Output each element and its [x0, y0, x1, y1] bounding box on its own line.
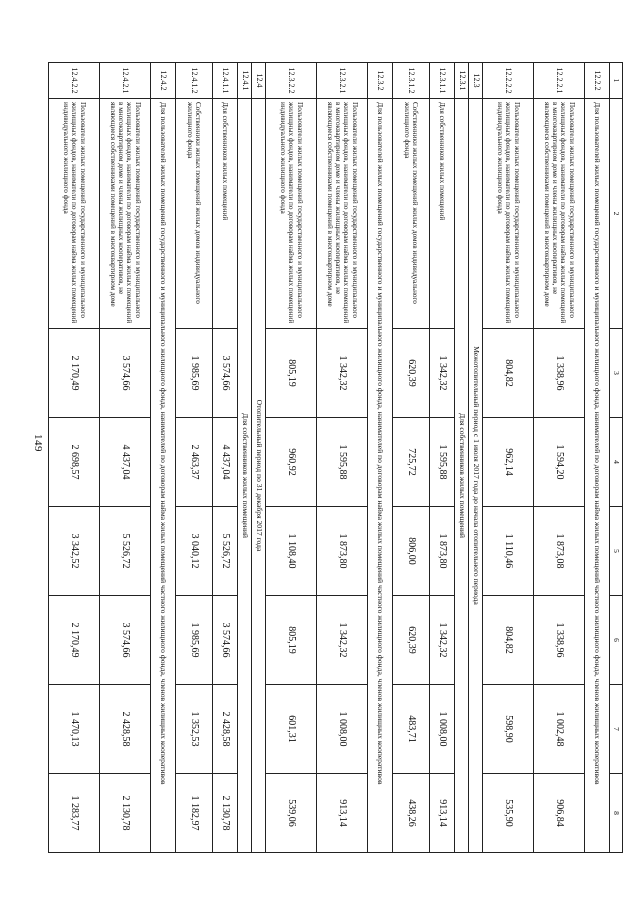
header-cell: 5 — [610, 507, 623, 596]
value-cell: 1 338,96 — [534, 596, 585, 685]
page-number: 149 — [32, 434, 44, 452]
value-cell: 4 437,04 — [100, 418, 151, 507]
value-cell: 2 428,58 — [213, 685, 238, 774]
table-row — [176, 63, 213, 853]
table-row — [49, 63, 100, 853]
row-code: 12.4.2.1 — [100, 63, 151, 99]
value-cell: 906,84 — [534, 774, 585, 853]
value-cell: 1 594,20 — [534, 418, 585, 507]
row-description: Пользователи жилых помещений государственного и муниципального жилищных фондов, наниматели по договорам найма жилых помещений индивидуального жилищного фонда — [49, 99, 100, 329]
value-cell: 913,14 — [317, 774, 368, 853]
table-row — [585, 63, 610, 853]
value-cell: 1 352,53 — [176, 685, 213, 774]
value-cell: 1 110,46 — [483, 507, 534, 596]
subsection-title: Для собственников жилых помещений — [455, 99, 469, 853]
row-code: 12.3.2.1 — [317, 63, 368, 99]
header-cell: 6 — [610, 596, 623, 685]
row-code: 12.3.1.2 — [393, 63, 430, 99]
value-cell: 3 574,66 — [100, 596, 151, 685]
value-cell: 2 463,37 — [176, 418, 213, 507]
table-row — [151, 63, 176, 853]
value-cell: 620,39 — [393, 329, 430, 418]
value-cell: 1 008,00 — [430, 685, 455, 774]
header-cell: 1 — [610, 63, 623, 99]
value-cell: 805,19 — [266, 329, 317, 418]
value-cell: 483,71 — [393, 685, 430, 774]
row-code: 12.3.2.2 — [266, 63, 317, 99]
value-cell: 3 574,66 — [213, 329, 238, 418]
value-cell: 1 283,77 — [49, 774, 100, 853]
row-code: 12.4.1.2 — [176, 63, 213, 99]
value-cell: 1 008,00 — [317, 685, 368, 774]
value-cell: 1 985,69 — [176, 329, 213, 418]
value-cell: 2 130,78 — [100, 774, 151, 853]
value-cell: 2 170,49 — [49, 329, 100, 418]
row-code: 12.3.1 — [455, 63, 469, 99]
value-cell: 960,92 — [266, 418, 317, 507]
table-row — [266, 63, 317, 853]
value-cell: 620,39 — [393, 596, 430, 685]
value-cell: 1 002,48 — [534, 685, 585, 774]
row-code: 12.4.2 — [151, 63, 176, 99]
row-description: Пользователи жилых помещений государственного и муниципального жилищных фондов, наниматели по договорам найма жилых помещений в многоквартирном доме и члены жилищных кооперативов, не являющиеся собственниками помещений в многоквартирном доме — [100, 99, 151, 329]
value-cell: 5 526,72 — [100, 507, 151, 596]
row-code: 12.4.1 — [238, 63, 252, 99]
value-cell: 1 342,32 — [430, 596, 455, 685]
row-description: Пользователи жилых помещений государственного и муниципального жилищных фондов, наниматели по договорам найма жилых помещений индивидуального жилищного фонда — [483, 99, 534, 329]
value-cell: 2 428,58 — [100, 685, 151, 774]
section-title: Для пользователей жилых помещений государственного и муниципального жилищного фонда, нанимателей по договорам найма жилых помещений частного жилищного фонда, членов жилищных кооперативов — [368, 99, 393, 853]
value-cell: 3 040,12 — [176, 507, 213, 596]
table-row — [368, 63, 393, 853]
table-row — [469, 63, 483, 853]
header-cell: 2 — [610, 99, 623, 329]
value-cell: 5 526,72 — [213, 507, 238, 596]
table-row — [455, 63, 469, 853]
tariff-table-rotated — [61, 62, 623, 852]
value-cell: 913,14 — [430, 774, 455, 853]
table-row — [393, 63, 430, 853]
value-cell: 535,90 — [483, 774, 534, 853]
row-code: 12.3.2 — [368, 63, 393, 99]
value-cell: 1 595,88 — [430, 418, 455, 507]
table-row — [534, 63, 585, 853]
value-cell: 539,06 — [266, 774, 317, 853]
row-code: 12.2.2.1 — [534, 63, 585, 99]
value-cell: 601,31 — [266, 685, 317, 774]
value-cell: 1 338,96 — [534, 329, 585, 418]
row-code: 12.2.2 — [585, 63, 610, 99]
table-row — [238, 63, 252, 853]
table-row — [483, 63, 534, 853]
row-code: 12.2.2.2 — [483, 63, 534, 99]
row-code: 12.4 — [252, 63, 266, 99]
row-description: Собственники жилых помещений жилых домов индивидуального жилищного фонда — [393, 99, 430, 329]
value-cell: 4 437,04 — [213, 418, 238, 507]
value-cell: 1 342,32 — [430, 329, 455, 418]
value-cell: 805,19 — [266, 596, 317, 685]
subsection-title: Для собственников жилых помещений — [238, 99, 252, 853]
value-cell: 1 182,97 — [176, 774, 213, 853]
value-cell: 1 873,80 — [317, 507, 368, 596]
value-cell: 1 873,08 — [534, 507, 585, 596]
table-row — [430, 63, 455, 853]
value-cell: 1 985,69 — [176, 596, 213, 685]
row-description: Пользователи жилых помещений государственного и муниципального жилищных фондов, наниматели по договорам найма жилых помещений в многоквартирном доме и члены жилищных кооперативов, не являющиеся собственниками помещений в многоквартирном доме — [317, 99, 368, 329]
value-cell: 2 170,49 — [49, 596, 100, 685]
value-cell: 725,72 — [393, 418, 430, 507]
table-row — [100, 63, 151, 853]
header-cell: 3 — [610, 329, 623, 418]
row-description: Для собственников жилых помещений — [430, 99, 455, 329]
value-cell: 806,00 — [393, 507, 430, 596]
row-code: 12.3.1.1 — [430, 63, 455, 99]
value-cell: 1 595,88 — [317, 418, 368, 507]
value-cell: 1 873,80 — [430, 507, 455, 596]
row-description: Пользователи жилых помещений государственного и муниципального жилищных фондов, наниматели по договорам найма жилых помещений индивидуального жилищного фонда — [266, 99, 317, 329]
header-cell: 8 — [610, 774, 623, 853]
value-cell: 3 574,66 — [213, 596, 238, 685]
value-cell: 598,90 — [483, 685, 534, 774]
value-cell: 804,82 — [483, 329, 534, 418]
header-cell: 7 — [610, 685, 623, 774]
section-title: Для пользователей жилых помещений государственного и муниципального жилищного фонда, нанимателей по договорам найма жилых помещений частного жилищного фонда, членов жилищных кооперативов — [585, 99, 610, 853]
value-cell: 2 130,78 — [213, 774, 238, 853]
row-code: 12.4.2.2 — [49, 63, 100, 99]
value-cell: 3 342,52 — [49, 507, 100, 596]
value-cell: 804,82 — [483, 596, 534, 685]
table-body — [49, 63, 623, 853]
section-title: Для пользователей жилых помещений государственного и муниципального жилищного фонда, нанимателей по договорам найма жилых помещений частного жилищного фонда, членов жилищных кооперативов — [151, 99, 176, 853]
value-cell: 962,14 — [483, 418, 534, 507]
period-title: Отопительный период по 31 декабря 2017 года — [252, 99, 266, 853]
value-cell: 1 342,32 — [317, 596, 368, 685]
value-cell: 438,26 — [393, 774, 430, 853]
value-cell: 1 342,32 — [317, 329, 368, 418]
value-cell: 2 698,57 — [49, 418, 100, 507]
value-cell: 1 470,13 — [49, 685, 100, 774]
row-description: Собственники жилых помещений жилых домов индивидуального жилищного фонда — [176, 99, 213, 329]
table-row — [317, 63, 368, 853]
header-row — [610, 63, 623, 853]
table-row — [213, 63, 238, 853]
value-cell: 3 574,66 — [100, 329, 151, 418]
tariff-table — [48, 62, 623, 853]
value-cell: 1 108,40 — [266, 507, 317, 596]
row-code: 12.3 — [469, 63, 483, 99]
table-row — [252, 63, 266, 853]
period-title: Межотопительный период с 1 июля 2017 года до начала отопительного периода — [469, 99, 483, 853]
row-code: 12.4.1.1 — [213, 63, 238, 99]
header-cell: 4 — [610, 418, 623, 507]
row-description: Для собственников жилых помещений — [213, 99, 238, 329]
row-description: Пользователи жилых помещений государственного и муниципального жилищных фондов, наниматели по договорам найма жилых помещений в многоквартирном доме и члены жилищных кооперативов, не являющиеся собственниками помещений в многоквартирном доме — [534, 99, 585, 329]
